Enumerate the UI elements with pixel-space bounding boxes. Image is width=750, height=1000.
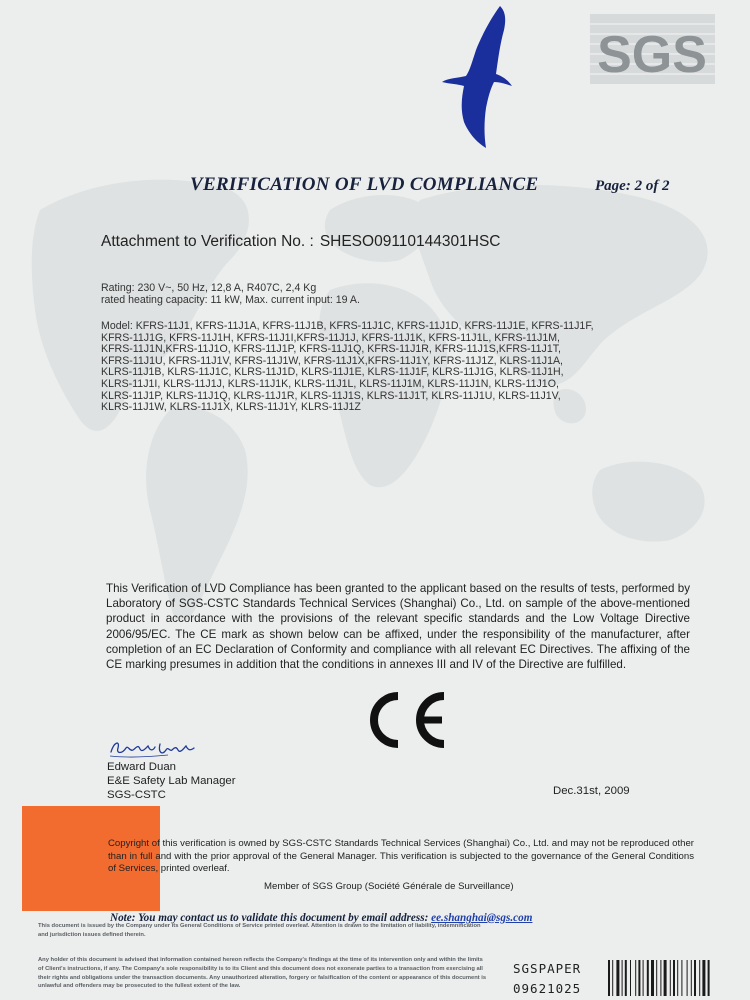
model-line: KLRS-11J1I, KLRS-11J1J, KLRS-11J1K, KLRS-11J1L, KLRS-11J1M, KLRS-11J1N, KLRS-11J1O,: [101, 377, 559, 390]
fineprint-general-conditions: This document is issued by the Company under its General Conditions of Service printed overleaf. Attention is drawn to the limitation of liability, indemnification and jurisdiction issues defined therein.: [38, 923, 481, 938]
model-line: KLRS-11J1P, KLRS-11J1Q, KLRS-11J1R, KLRS-11J1S, KLRS-11J1T, KLRS-11J1U, KLRS-11J1V,: [101, 389, 561, 402]
page-number: Page: 2 of 2: [595, 178, 670, 194]
issue-date: Dec.31st, 2009: [553, 785, 630, 797]
model-line: Model: KFRS-11J1, KFRS-11J1A, KFRS-11J1B, KFRS-11J1C, KFRS-11J1D, KFRS-11J1E, KFRS-11J1F,: [101, 320, 594, 332]
sgs-logo: [590, 14, 715, 84]
barcode-icon: [608, 960, 728, 996]
model-line: KFRS-11J1N,KFRS-11J1O, KFRS-11J1P, KFRS-11J1Q, KFRS-11J1R, KFRS-11J1S,KFRS-11J1T,: [101, 343, 561, 356]
copyright-notice: Copyright of this verification is owned by SGS-CSTC Standards Technical Services (Shanghai) Co., Ltd. and may not be reproduced other than in full and with the prior approval of the General Manager. This verification is subjected to the governance of the General Conditions of Services, printed overleaf.: [108, 838, 694, 875]
model-line: KLRS-11J1B, KLRS-11J1C, KLRS-11J1D, KLRS-11J1E, KLRS-11J1F, KLRS-11J1G, KLRS-11J1H,: [101, 366, 564, 379]
paper-label: SGSPAPER: [513, 961, 582, 976]
document-title: VERIFICATION OF LVD COMPLIANCE: [190, 174, 539, 195]
signatory-name: Edward Duan: [107, 761, 177, 773]
rating-line: Rating: 230 V~, 50 Hz, 12,8 A, R407C, 2,4 Kg: [101, 282, 317, 294]
model-list: [101, 321, 681, 414]
capacity-line: rated heating capacity: 11 kW, Max. current input: 19 A.: [101, 293, 360, 306]
signatory-block: [107, 760, 236, 802]
sgs-group-membership: Member of SGS Group (Société Générale de Surveillance): [264, 881, 514, 892]
paper-serial-number: 09621025: [513, 981, 582, 996]
signatory-org: SGS-CSTC: [107, 789, 166, 801]
signatory-title: E&E Safety Lab Manager: [107, 775, 236, 787]
validation-email-link[interactable]: ee.shanghai@sgs.com: [431, 912, 533, 924]
bird-logo-icon: [432, 4, 522, 149]
ce-mark-icon: [358, 690, 454, 750]
svg-text:SGS: SGS: [597, 26, 707, 84]
compliance-statement: This Verification of LVD Compliance has been granted to the applicant based on the results of tests, performed by Laboratory of SGS-CSTC Standards Technical Services (Shanghai) Co., Ltd. on sample of the above-mentioned product in accordance with the provisions of the relevant specific standards and the Low Voltage Directive 2006/95/EC. The CE mark as shown below can be affixed, under the responsibility of the manufacturer, after completion of an EC Declaration of Conformity and compliance with all relevant EC Directives. The affixing of the CE marking presumes in addition that the conditions in annexes III and IV of the Directive are fulfilled.: [106, 582, 690, 672]
verification-number: SHESO09110144301HSC: [319, 233, 501, 250]
rating-block: [101, 283, 681, 306]
model-line: KFRS-11J1U, KFRS-11J1V, KFRS-11J1W, KFRS-11J1X,KFRS-11J1Y, KFRS-11J1Z, KLRS-11J1A,: [101, 354, 563, 367]
handwritten-signature: [108, 736, 198, 760]
model-line: KLRS-11J1W, KLRS-11J1X, KLRS-11J1Y, KLRS-11J1Z: [101, 401, 361, 414]
validation-note-text: Note: You may contact us to validate this document by email address:: [110, 912, 429, 924]
attachment-label: Attachment to Verification No. :: [101, 233, 314, 250]
model-line: KFRS-11J1G, KFRS-11J1H, KFRS-11J1I,KFRS-11J1J, KFRS-11J1K, KFRS-11J1L, KFRS-11J1M,: [101, 331, 560, 344]
fineprint-disclaimer: Any holder of this document is advised that information contained hereon reflects the Company's findings at the time of its intervention only and within the limits of Client's instructions, if any. The Company's sole responsibility is to its Client and this document does not exonerate parties to a transaction from exercising all their rights and obligations under the transaction documents. Any unauthorized alteration, forgery or falsification of the content or appearance of this document is unlawful and offenders may be prosecuted to the fullest extent of the law.: [38, 957, 487, 990]
attachment-line: [101, 233, 506, 251]
